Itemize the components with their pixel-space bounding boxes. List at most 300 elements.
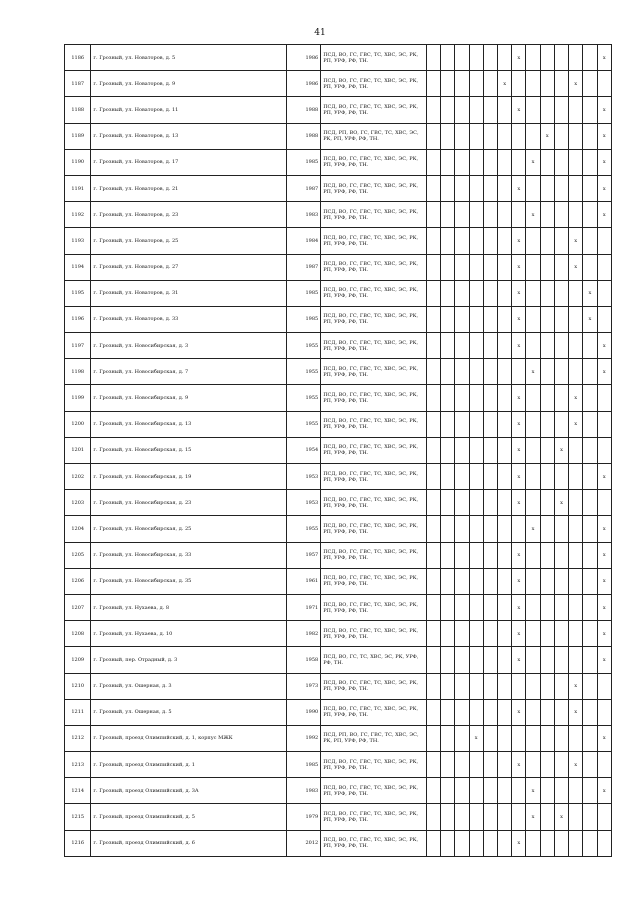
work-year-mark-cell [498,175,512,201]
work-year-mark-cell [441,464,455,490]
work-year-mark-cell [483,385,497,411]
work-year-mark-cell: x [512,568,526,594]
row-number-cell: 1190 [65,149,91,175]
work-year-mark-cell [540,71,554,97]
work-year-mark-cell [441,149,455,175]
work-year-mark-cell [469,621,483,647]
work-year-mark-cell [498,778,512,804]
work-year-mark-cell [569,568,583,594]
work-year-mark-cell [441,752,455,778]
year-cell: 1957 [286,542,321,568]
work-year-mark-cell [483,45,497,71]
work-year-mark-cell [526,254,540,280]
address-cell: г. Грозный, ул. Ошерная, д. 3 [91,673,286,699]
work-year-mark-cell [512,71,526,97]
work-year-mark-cell [554,71,568,97]
work-year-mark-cell: x [597,568,611,594]
work-year-mark-cell [455,97,469,123]
work-year-mark-cell [569,464,583,490]
works-list-cell: ПСД, ВО, ГС, ГВС, ТС, ХВС, ЭС, РК, РП, УРФ, РФ, ТН. [321,699,427,725]
work-year-mark-cell [483,542,497,568]
work-year-mark-cell [455,45,469,71]
work-year-mark-cell [483,594,497,620]
work-year-mark-cell [455,752,469,778]
work-year-mark-cell [469,280,483,306]
work-year-mark-cell [583,725,597,751]
work-year-mark-cell [526,568,540,594]
work-year-mark-cell [483,778,497,804]
table-row [65,175,612,201]
work-year-mark-cell [597,228,611,254]
work-year-mark-cell [569,202,583,228]
row-number-cell: 1210 [65,673,91,699]
work-year-mark-cell [455,123,469,149]
table-row [65,149,612,175]
work-year-mark-cell [498,699,512,725]
work-year-mark-cell [526,673,540,699]
work-year-mark-cell [540,568,554,594]
work-year-mark-cell [583,123,597,149]
work-year-mark-cell [540,359,554,385]
work-year-mark-cell [498,254,512,280]
address-cell: г. Грозный, ул. Новаторов, д. 9 [91,71,286,97]
table-row [65,333,612,359]
work-year-mark-cell [526,71,540,97]
row-number-cell: 1200 [65,411,91,437]
year-cell: 1985 [286,752,321,778]
work-year-mark-cell [597,752,611,778]
work-year-mark-cell [455,385,469,411]
address-cell: г. Грозный, ул. Новаторов, д. 5 [91,45,286,71]
work-year-mark-cell [498,568,512,594]
work-year-mark-cell [426,202,440,228]
work-year-mark-cell [540,516,554,542]
address-cell: г. Грозный, ул. Новаторов, д. 11 [91,97,286,123]
work-year-mark-cell [554,830,568,856]
work-year-mark-cell [455,830,469,856]
work-year-mark-cell [554,778,568,804]
work-year-mark-cell [498,280,512,306]
work-year-mark-cell [540,228,554,254]
work-year-mark-cell [483,175,497,201]
work-year-mark-cell [441,437,455,463]
work-year-mark-cell [441,542,455,568]
work-year-mark-cell [441,594,455,620]
work-year-mark-cell [483,123,497,149]
row-number-cell: 1211 [65,699,91,725]
work-year-mark-cell [469,542,483,568]
work-year-mark-cell [498,97,512,123]
work-year-mark-cell [441,568,455,594]
row-number-cell: 1214 [65,778,91,804]
year-cell: 1955 [286,516,321,542]
work-year-mark-cell [455,804,469,830]
work-year-mark-cell: x [512,254,526,280]
work-year-mark-cell [441,97,455,123]
work-year-mark-cell [441,804,455,830]
works-list-cell: ПСД, ВО, ГС, ГВС, ТС, ХВС, ЭС, РК, РП, УРФ, РФ, ТН. [321,385,427,411]
work-year-mark-cell [455,306,469,332]
works-list-cell: ПСД, ВО, ГС, ГВС, ТС, ХВС, ЭС, РК, РП, УРФ, РФ, ТН. [321,202,427,228]
work-year-mark-cell [554,123,568,149]
table-row [65,280,612,306]
work-year-mark-cell [569,97,583,123]
row-number-cell: 1191 [65,175,91,201]
work-year-mark-cell [441,202,455,228]
work-year-mark-cell [469,123,483,149]
work-year-mark-cell: x [512,464,526,490]
work-year-mark-cell [512,516,526,542]
work-year-mark-cell [540,542,554,568]
work-year-mark-cell [583,804,597,830]
work-year-mark-cell [526,333,540,359]
work-year-mark-cell [597,280,611,306]
work-year-mark-cell: x [583,280,597,306]
work-year-mark-cell [498,385,512,411]
work-year-mark-cell [540,280,554,306]
work-year-mark-cell [441,411,455,437]
work-year-mark-cell: x [526,202,540,228]
work-year-mark-cell: x [554,490,568,516]
year-cell: 1955 [286,359,321,385]
work-year-mark-cell [512,123,526,149]
work-year-mark-cell [512,149,526,175]
work-year-mark-cell [583,411,597,437]
address-cell: г. Грозный, ул. Новаторов, д. 33 [91,306,286,332]
table-row [65,437,612,463]
address-cell: г. Грозный, ул. Новосибирская, д. 23 [91,490,286,516]
work-year-mark-cell [426,830,440,856]
work-year-mark-cell [540,673,554,699]
work-year-mark-cell: x [583,306,597,332]
work-year-mark-cell [569,123,583,149]
work-year-mark-cell [583,830,597,856]
year-cell: 1985 [286,149,321,175]
work-year-mark-cell [526,594,540,620]
work-year-mark-cell [455,254,469,280]
row-number-cell: 1194 [65,254,91,280]
work-year-mark-cell [441,516,455,542]
work-year-mark-cell [554,516,568,542]
work-year-mark-cell: x [569,673,583,699]
work-year-mark-cell [526,752,540,778]
work-year-mark-cell [554,621,568,647]
work-year-mark-cell [455,149,469,175]
work-year-mark-cell: x [554,437,568,463]
works-list-cell: ПСД, ВО, ГС, ГВС, ТС, ХВС, ЭС, РК, РП, УРФ, РФ, ТН. [321,568,427,594]
year-cell: 1955 [286,411,321,437]
work-year-mark-cell [526,699,540,725]
work-year-mark-cell [512,804,526,830]
row-number-cell: 1213 [65,752,91,778]
table-row [65,228,612,254]
work-year-mark-cell [554,647,568,673]
work-year-mark-cell [540,175,554,201]
work-year-mark-cell: x [569,699,583,725]
work-year-mark-cell [441,175,455,201]
table-row [65,752,612,778]
work-year-mark-cell [540,830,554,856]
work-year-mark-cell [498,830,512,856]
work-year-mark-cell [583,778,597,804]
work-year-mark-cell [441,490,455,516]
work-year-mark-cell [426,97,440,123]
work-year-mark-cell [540,621,554,647]
row-number-cell: 1196 [65,306,91,332]
work-year-mark-cell [512,359,526,385]
work-year-mark-cell [441,71,455,97]
work-year-mark-cell [597,71,611,97]
work-year-mark-cell [583,175,597,201]
year-cell: 1961 [286,568,321,594]
work-year-mark-cell [498,542,512,568]
work-year-mark-cell [498,673,512,699]
work-year-mark-cell [583,594,597,620]
table-row [65,490,612,516]
work-year-mark-cell [455,333,469,359]
work-year-mark-cell [540,804,554,830]
row-number-cell: 1202 [65,464,91,490]
work-year-mark-cell [483,333,497,359]
work-year-mark-cell [526,123,540,149]
work-year-mark-cell [512,673,526,699]
works-list-cell: ПСД, ВО, ГС, ГВС, ТС, ХВС, ЭС, РК, РП, УРФ, РФ, ТН. [321,359,427,385]
work-year-mark-cell [554,175,568,201]
work-year-mark-cell [483,699,497,725]
row-number-cell: 1203 [65,490,91,516]
work-year-mark-cell [526,306,540,332]
work-year-mark-cell [426,516,440,542]
work-year-mark-cell [469,333,483,359]
row-number-cell: 1192 [65,202,91,228]
works-list-cell: ПСД, ВО, ГС, ГВС, ТС, ХВС, ЭС, РК, РП, УРФ, РФ, ТН. [321,228,427,254]
work-year-mark-cell [426,542,440,568]
work-year-mark-cell [498,333,512,359]
work-year-mark-cell [426,647,440,673]
work-year-mark-cell: x [569,385,583,411]
work-year-mark-cell [569,280,583,306]
work-year-mark-cell [498,411,512,437]
work-year-mark-cell: x [512,333,526,359]
work-year-mark-cell [455,778,469,804]
table-row [65,254,612,280]
work-year-mark-cell: x [597,123,611,149]
work-year-mark-cell [455,725,469,751]
row-number-cell: 1195 [65,280,91,306]
work-year-mark-cell [583,385,597,411]
work-year-mark-cell [455,437,469,463]
work-year-mark-cell [554,97,568,123]
work-year-mark-cell: x [512,647,526,673]
work-year-mark-cell [554,333,568,359]
work-year-mark-cell [441,673,455,699]
work-year-mark-cell [441,254,455,280]
work-year-mark-cell: x [597,464,611,490]
work-year-mark-cell [498,621,512,647]
work-year-mark-cell [554,752,568,778]
work-year-mark-cell [455,647,469,673]
work-year-mark-cell: x [512,830,526,856]
work-year-mark-cell [597,385,611,411]
work-year-mark-cell [554,594,568,620]
work-year-mark-cell [554,542,568,568]
row-number-cell: 1201 [65,437,91,463]
work-year-mark-cell [540,752,554,778]
work-year-mark-cell [483,830,497,856]
work-year-mark-cell [455,464,469,490]
year-cell: 1979 [286,804,321,830]
year-cell: 1986 [286,71,321,97]
table-row [65,699,612,725]
work-year-mark-cell [469,411,483,437]
work-year-mark-cell [426,123,440,149]
work-year-mark-cell: x [597,175,611,201]
row-number-cell: 1207 [65,594,91,620]
work-year-mark-cell: x [597,97,611,123]
work-year-mark-cell [498,725,512,751]
work-year-mark-cell [526,542,540,568]
work-year-mark-cell [569,437,583,463]
work-year-mark-cell [469,149,483,175]
work-year-mark-cell [569,175,583,201]
work-year-mark-cell [526,385,540,411]
work-year-mark-cell [426,437,440,463]
table-row [65,673,612,699]
work-year-mark-cell [483,97,497,123]
work-year-mark-cell [583,228,597,254]
work-year-mark-cell: x [597,542,611,568]
work-year-mark-cell: x [512,699,526,725]
work-year-mark-cell [554,45,568,71]
work-year-mark-cell [569,725,583,751]
work-year-mark-cell [554,411,568,437]
work-year-mark-cell [554,202,568,228]
works-list-cell: ПСД, ВО, ГС, ГВС, ТС, ХВС, ЭС, РК, РП, УРФ, РФ, ТН. [321,752,427,778]
address-cell: г. Грозный, ул. Новаторов, д. 17 [91,149,286,175]
work-year-mark-cell [441,778,455,804]
work-year-mark-cell [455,542,469,568]
address-cell: г. Грозный, ул. Новосибирская, д. 7 [91,359,286,385]
work-year-mark-cell [498,45,512,71]
works-list-cell: ПСД, ВО, ГС, ГВС, ТС, ХВС, ЭС, РК, РП, УРФ, РФ, ТН. [321,673,427,699]
work-year-mark-cell [583,464,597,490]
year-cell: 1985 [286,280,321,306]
work-year-mark-cell [455,490,469,516]
work-year-mark-cell [583,516,597,542]
works-list-cell: ПСД, ВО, ГС, ГВС, ТС, ХВС, ЭС, РК, РП, УРФ, РФ, ТН. [321,778,427,804]
page-number: 41 [314,28,326,38]
work-year-mark-cell [441,385,455,411]
work-year-mark-cell [526,45,540,71]
works-list-cell: ПСД, ВО, ГС, ГВС, ТС, ХВС, ЭС, РК, РП, УРФ, РФ, ТН. [321,804,427,830]
work-year-mark-cell [483,280,497,306]
work-year-mark-cell: x [512,280,526,306]
work-year-mark-cell [469,175,483,201]
work-year-mark-cell [583,490,597,516]
work-year-mark-cell: x [512,542,526,568]
work-year-mark-cell [569,306,583,332]
work-year-mark-cell [597,673,611,699]
works-list-cell: ПСД, ВО, ГС, ГВС, ТС, ХВС, ЭС, РК, РП, УРФ, РФ, ТН. [321,542,427,568]
table-row [65,97,612,123]
work-year-mark-cell: x [512,411,526,437]
row-number-cell: 1186 [65,45,91,71]
work-year-mark-cell [426,725,440,751]
year-cell: 1955 [286,385,321,411]
work-year-mark-cell [426,359,440,385]
table-row [65,411,612,437]
works-list-cell: ПСД, ВО, ГС, ГВС, ТС, ХВС, ЭС, РК, РП, УРФ, РФ, ТН. [321,594,427,620]
work-year-mark-cell [569,647,583,673]
row-number-cell: 1198 [65,359,91,385]
works-list-cell: ПСД, ВО, ГС, ТС, ХВС, ЭС, РК, УРФ, РФ, ТН. [321,647,427,673]
work-year-mark-cell [469,306,483,332]
work-year-mark-cell: x [597,778,611,804]
work-year-mark-cell [455,71,469,97]
table-row [65,725,612,751]
work-year-mark-cell [441,359,455,385]
work-year-mark-cell [597,254,611,280]
work-year-mark-cell: x [597,45,611,71]
work-year-mark-cell [426,464,440,490]
work-year-mark-cell [526,437,540,463]
work-year-mark-cell [526,228,540,254]
work-year-mark-cell [569,594,583,620]
work-year-mark-cell [455,280,469,306]
work-year-mark-cell [498,752,512,778]
work-year-mark-cell [526,830,540,856]
work-year-mark-cell: x [526,804,540,830]
work-year-mark-cell [569,359,583,385]
year-cell: 1986 [286,45,321,71]
work-year-mark-cell [483,149,497,175]
work-year-mark-cell [554,228,568,254]
address-cell: г. Грозный, ул. Новаторов, д. 23 [91,202,286,228]
work-year-mark-cell [498,228,512,254]
work-year-mark-cell: x [512,490,526,516]
work-year-mark-cell [455,594,469,620]
work-year-mark-cell [597,699,611,725]
address-cell: г. Грозный, ул. Новосибирская, д. 9 [91,385,286,411]
work-year-mark-cell [469,594,483,620]
work-year-mark-cell: x [540,123,554,149]
address-cell: г. Грозный, ул. Новосибирская, д. 15 [91,437,286,463]
year-cell: 1988 [286,123,321,149]
year-cell: 1985 [286,306,321,332]
work-year-mark-cell [554,306,568,332]
work-year-mark-cell [455,673,469,699]
table-row [65,778,612,804]
table-row [65,516,612,542]
work-year-mark-cell [540,437,554,463]
work-year-mark-cell [455,359,469,385]
work-year-mark-cell [540,306,554,332]
works-list-cell: ПСД, ВО, ГС, ГВС, ТС, ХВС, ЭС, РК, РП, УРФ, РФ, ТН. [321,45,427,71]
work-year-mark-cell [469,752,483,778]
work-year-mark-cell [441,830,455,856]
work-year-mark-cell [526,464,540,490]
work-year-mark-cell [512,202,526,228]
work-year-mark-cell [469,673,483,699]
work-year-mark-cell [483,673,497,699]
work-year-mark-cell: x [512,385,526,411]
work-year-mark-cell [597,830,611,856]
year-cell: 1988 [286,97,321,123]
row-number-cell: 1215 [65,804,91,830]
work-year-mark-cell [483,202,497,228]
work-year-mark-cell [469,804,483,830]
work-year-mark-cell [441,280,455,306]
